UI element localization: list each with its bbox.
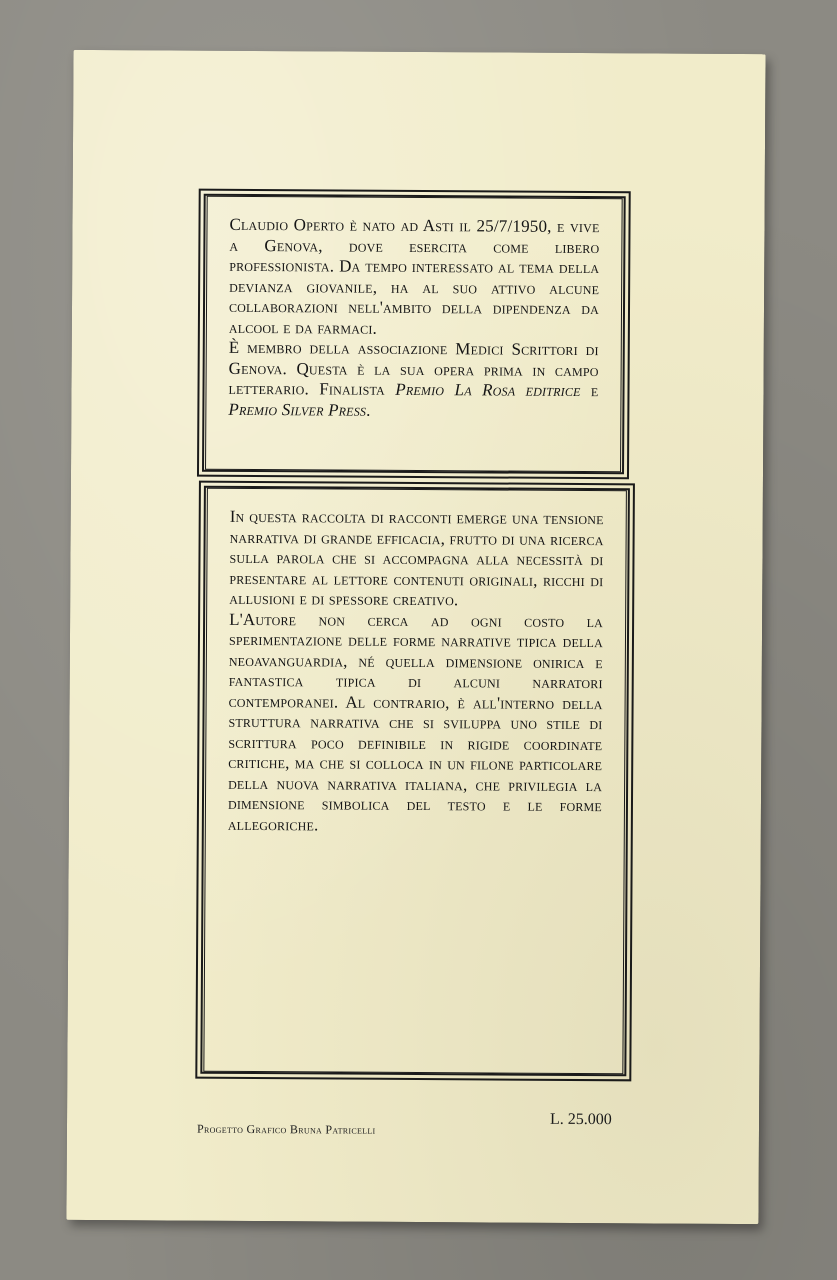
price-label: L. 25.000: [550, 1110, 612, 1129]
author-bio-text-b: e: [580, 381, 599, 401]
author-bio-text-c: .: [366, 400, 371, 420]
author-bio: [205, 196, 623, 473]
author-bio-paragraph-2: [228, 338, 598, 422]
author-bio-text-a: È membro della associazione Medici Scrittori di Genova. Questa è la sua opera prima in campo letterario. Finalista: [228, 337, 599, 399]
award-la-rosa: Premio La Rosa editrice: [395, 379, 581, 401]
award-silver-press: Premio Silver Press: [228, 399, 367, 420]
blurb-paragraph-1: In questa raccolta di racconti emerge una tensione narrativa di grande efficacia, frutto di una ricerca sulla parola che si accompagna alla necessità di presentare al lettore contenuti originali, ricchi di allusioni e di spessore creativo.: [229, 506, 604, 610]
author-bio-frame: [197, 189, 631, 480]
book-back-cover: [66, 50, 765, 1224]
blurb-paragraph-2: L'Autore non cerca ad ogni costo la sperimentazione delle forme narrative tipica della neoavanguardia, né quella dimensione onirica e fantastica tipica di alcuni narratori contemporanei. Al contrario, è all'interno della struttura narrativa che si sviluppa uno stile di scrittura poco definibile in rigide coordinate critiche, ma che si colloca in un filone particolare della nuova narrativa italiana, che privilegia la dimensione simbolica del testo e le forme allegoriche.: [227, 609, 604, 834]
blurb-frame: [195, 481, 635, 1082]
book-blurb: [203, 488, 627, 1075]
author-bio-paragraph-1: Claudio Operto è nato ad Asti il 25/7/1950, e vive a Genova, dove esercita come libero professionista. Da tempo interessato al tema della devianza giovanile, ha al suo attivo alcune collaborazioni nell'ambito della dipendenza da alcool e da farmaci.: [228, 214, 600, 338]
design-credit: Progetto Grafico Bruna Patricelli: [196, 1121, 376, 1137]
